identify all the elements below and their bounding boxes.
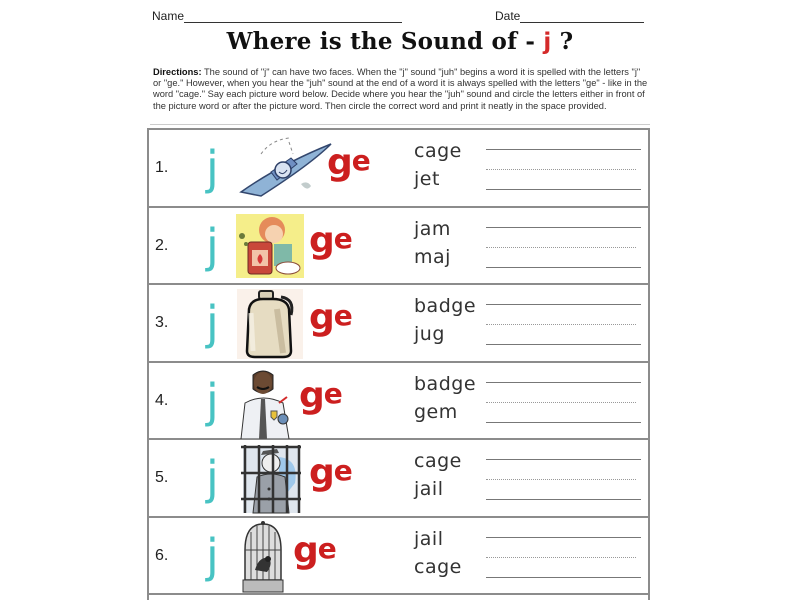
item-number: 6. (155, 546, 169, 564)
word-choice-2[interactable]: cage (414, 555, 462, 578)
cage-icon (241, 520, 285, 594)
item-number: 1. (155, 159, 169, 176)
writing-line-mid (486, 402, 636, 403)
front-j-choice[interactable]: j (206, 218, 219, 273)
worksheet-row (149, 130, 648, 208)
worksheet-row (149, 363, 648, 441)
item-number: 3. (155, 314, 169, 331)
jug-icon (237, 289, 303, 359)
writing-line-base[interactable] (486, 577, 641, 578)
writing-line-mid (486, 557, 636, 558)
word-choice-2[interactable]: maj (414, 245, 451, 268)
writing-line-top[interactable] (486, 149, 641, 150)
item-number: 2. (155, 236, 169, 254)
writing-line-mid (486, 479, 636, 480)
date-field[interactable] (495, 9, 644, 23)
word-choice-1[interactable]: jam (414, 217, 451, 240)
date-blank-line[interactable] (520, 11, 644, 23)
writing-line-top[interactable] (486, 537, 641, 538)
date-label: Date (495, 9, 521, 23)
badge-icon (239, 367, 295, 439)
writing-line-base[interactable] (486, 422, 641, 423)
name-field[interactable] (152, 9, 402, 23)
word-choice-1[interactable]: jail (414, 527, 444, 550)
back-ge-choice[interactable]: ge (299, 374, 342, 416)
front-j-choice[interactable]: j (206, 528, 219, 583)
word-choice-2[interactable]: gem (414, 400, 458, 423)
word-choice-1[interactable]: badge (414, 372, 477, 395)
worksheet-row (149, 285, 648, 363)
word-choice-1[interactable]: badge (414, 295, 477, 317)
writing-line-top[interactable] (486, 304, 641, 305)
word-choice-1[interactable]: cage (414, 140, 462, 162)
front-j-choice[interactable]: j (206, 296, 219, 350)
worksheet-row (149, 440, 648, 518)
title-prefix: Where is the Sound of - (226, 28, 544, 55)
title-accent-letter: j (543, 29, 552, 55)
writing-line-base[interactable] (486, 267, 641, 268)
name-label: Name (152, 9, 185, 23)
directions-label: Directions: (153, 67, 202, 77)
writing-line-base[interactable] (486, 344, 641, 345)
item-number: 4. (155, 391, 169, 409)
worksheet-row (149, 518, 648, 596)
back-ge-choice[interactable]: ge (309, 219, 352, 261)
front-j-choice[interactable]: j (206, 373, 219, 428)
writing-line-top[interactable] (486, 227, 641, 228)
writing-line-mid (486, 169, 636, 170)
writing-line-base[interactable] (486, 189, 641, 190)
writing-line-base[interactable] (486, 499, 641, 500)
word-choice-2[interactable]: jail (414, 478, 444, 500)
page-title (0, 28, 800, 55)
word-choice-1[interactable]: cage (414, 450, 462, 472)
front-j-choice[interactable]: j (206, 141, 219, 195)
word-choice-2[interactable]: jug (414, 323, 445, 345)
worksheet-table (147, 128, 650, 600)
item-number: 5. (155, 469, 169, 486)
writing-line-top[interactable] (486, 459, 641, 460)
back-ge-choice[interactable]: ge (309, 297, 352, 338)
word-choice-2[interactable]: jet (414, 168, 440, 190)
directions-text: The sound of "j" can have two faces. When the "j" sound "juh" begins a word it is spelled with the letters "j" or "ge." However, when you hear the "juh" sound at the end of a word it is always spelled with the letters "ge" - like in the word "cage." Say each picture word below. Decide where you hear the "juh" sound and circle the letters either in front of the picture word or after the picture word. Then circle the correct word and print it neatly in the space provided. (153, 67, 648, 111)
title-suffix: ? (551, 28, 574, 55)
worksheet-row-partial (149, 595, 648, 600)
jam-icon (236, 214, 304, 278)
jail-icon (239, 443, 303, 515)
writing-line-top[interactable] (486, 382, 641, 383)
jet-icon (231, 134, 341, 202)
writing-line-mid (486, 324, 636, 325)
name-blank-line[interactable] (184, 11, 402, 23)
back-ge-choice[interactable]: ge (293, 529, 336, 571)
front-j-choice[interactable]: j (206, 451, 219, 505)
directions-paragraph (153, 67, 650, 112)
back-ge-choice[interactable]: ge (327, 142, 370, 183)
back-ge-choice[interactable]: ge (309, 452, 352, 493)
worksheet-row (149, 208, 648, 286)
writing-line-mid (486, 247, 636, 248)
divider (150, 124, 650, 125)
